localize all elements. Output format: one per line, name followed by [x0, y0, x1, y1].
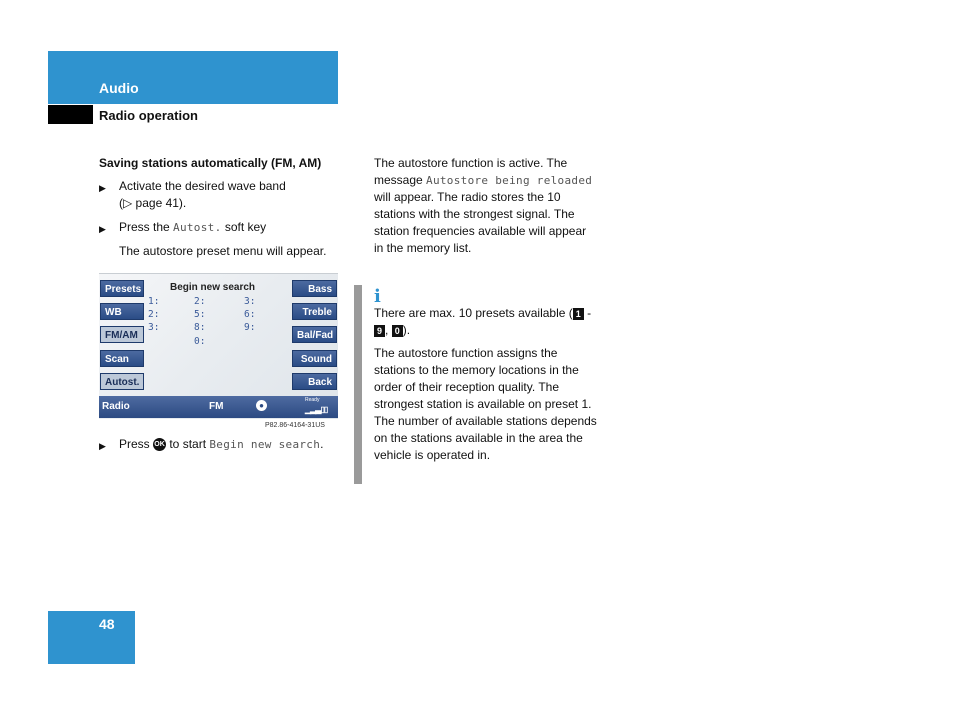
- memory-slot: 2:: [194, 296, 206, 307]
- procedure-heading: Saving stations automatically (FM, AM): [99, 156, 322, 170]
- info1-sep: -: [583, 306, 592, 320]
- memory-slot: 5:: [194, 309, 206, 320]
- memory-slot: 3:: [148, 322, 160, 333]
- memory-slot: 8:: [194, 322, 206, 333]
- step-1: [99, 178, 339, 212]
- info-autostore-order: The autostore function assigns the stations to the memory locations in the order of their reception quality. The strongest station is available on preset 1. The number of available stations depends on the stations available in the area the vehicle is operated in.: [374, 346, 597, 462]
- softkey-scan[interactable]: Scan: [100, 350, 144, 367]
- memory-slot: 1:: [148, 296, 160, 307]
- ok-button-icon: OK: [153, 438, 166, 451]
- step-2-note: The autostore preset menu will appear.: [119, 244, 327, 258]
- info1-a: There are max. 10 presets available (: [374, 306, 573, 320]
- para1-a: The autostore function is active. The message: [374, 156, 568, 187]
- softkey-presets[interactable]: Presets: [100, 280, 144, 297]
- key-1-icon: 1: [573, 308, 584, 320]
- bullet-arrow-icon: ▶: [99, 183, 106, 193]
- softkey-back[interactable]: Back: [292, 373, 337, 390]
- softkey-wb[interactable]: WB: [100, 303, 144, 320]
- status-source: Radio: [102, 401, 130, 412]
- softkey-bal-fad[interactable]: Bal/Fad: [292, 326, 337, 343]
- step-3-post: .: [320, 437, 324, 451]
- step-2-pre: Press the: [119, 220, 174, 234]
- info-icon: i: [374, 286, 381, 307]
- memory-slot: 0:: [194, 336, 206, 347]
- status-ready: Ready: [305, 397, 320, 403]
- status-band: FM: [209, 401, 224, 412]
- bullet-arrow-icon: ▶: [99, 441, 106, 451]
- memory-slot: 9:: [244, 322, 256, 333]
- memory-slot: 2:: [148, 309, 160, 320]
- step-3: [99, 436, 344, 453]
- autost-key-label: Autost.: [173, 221, 222, 234]
- signal-strength-icon: ▁▂▃▯▯: [305, 405, 328, 414]
- softkey-treble[interactable]: Treble: [292, 303, 337, 320]
- step-3-mid: to start: [166, 437, 210, 451]
- page-number-box: [48, 611, 135, 664]
- para1-b: will appear. The radio stores the 10 stations with the strongest signal. The station frequencies available will appear in the memory list.: [374, 190, 587, 255]
- info-presets: [374, 305, 599, 339]
- step-2: [99, 219, 339, 236]
- autostore-message: Autostore being reloaded: [426, 174, 593, 187]
- section-title: Audio: [99, 80, 139, 96]
- page-number: 48: [99, 616, 115, 632]
- info-sidebar: [354, 285, 362, 484]
- section-marker: [48, 105, 93, 124]
- info1-comma: ,: [385, 323, 392, 337]
- radio-screen-illustration: [99, 273, 338, 419]
- status-bar: [99, 396, 338, 418]
- screen-title: Begin new search: [170, 282, 256, 293]
- softkey-fm-am[interactable]: FM/AM: [100, 326, 144, 343]
- info1-end: ).: [402, 323, 411, 337]
- memory-slot: 6:: [244, 309, 256, 320]
- step-1-ref: (▷ page 41).: [119, 196, 187, 210]
- figure-caption: P82.86-4164-31US: [265, 422, 325, 429]
- bullet-arrow-icon: ▶: [99, 224, 106, 234]
- memory-slot: 3:: [244, 296, 256, 307]
- softkey-sound[interactable]: Sound: [292, 350, 337, 367]
- begin-search-key-label: Begin new search: [209, 438, 321, 451]
- key-9-icon: 9: [374, 325, 385, 337]
- step-1-text: Activate the desired wave band: [119, 179, 286, 193]
- key-0-icon: 0: [392, 325, 403, 337]
- softkey-autost[interactable]: Autost.: [100, 373, 144, 390]
- section-subtitle: Radio operation: [99, 108, 198, 123]
- header-band: [48, 51, 338, 104]
- autostore-paragraph: [374, 155, 596, 257]
- step-3-pre: Press: [119, 437, 154, 451]
- softkey-bass[interactable]: Bass: [292, 280, 337, 297]
- cd-icon: ●: [256, 400, 267, 411]
- step-2-post: soft key: [221, 220, 267, 234]
